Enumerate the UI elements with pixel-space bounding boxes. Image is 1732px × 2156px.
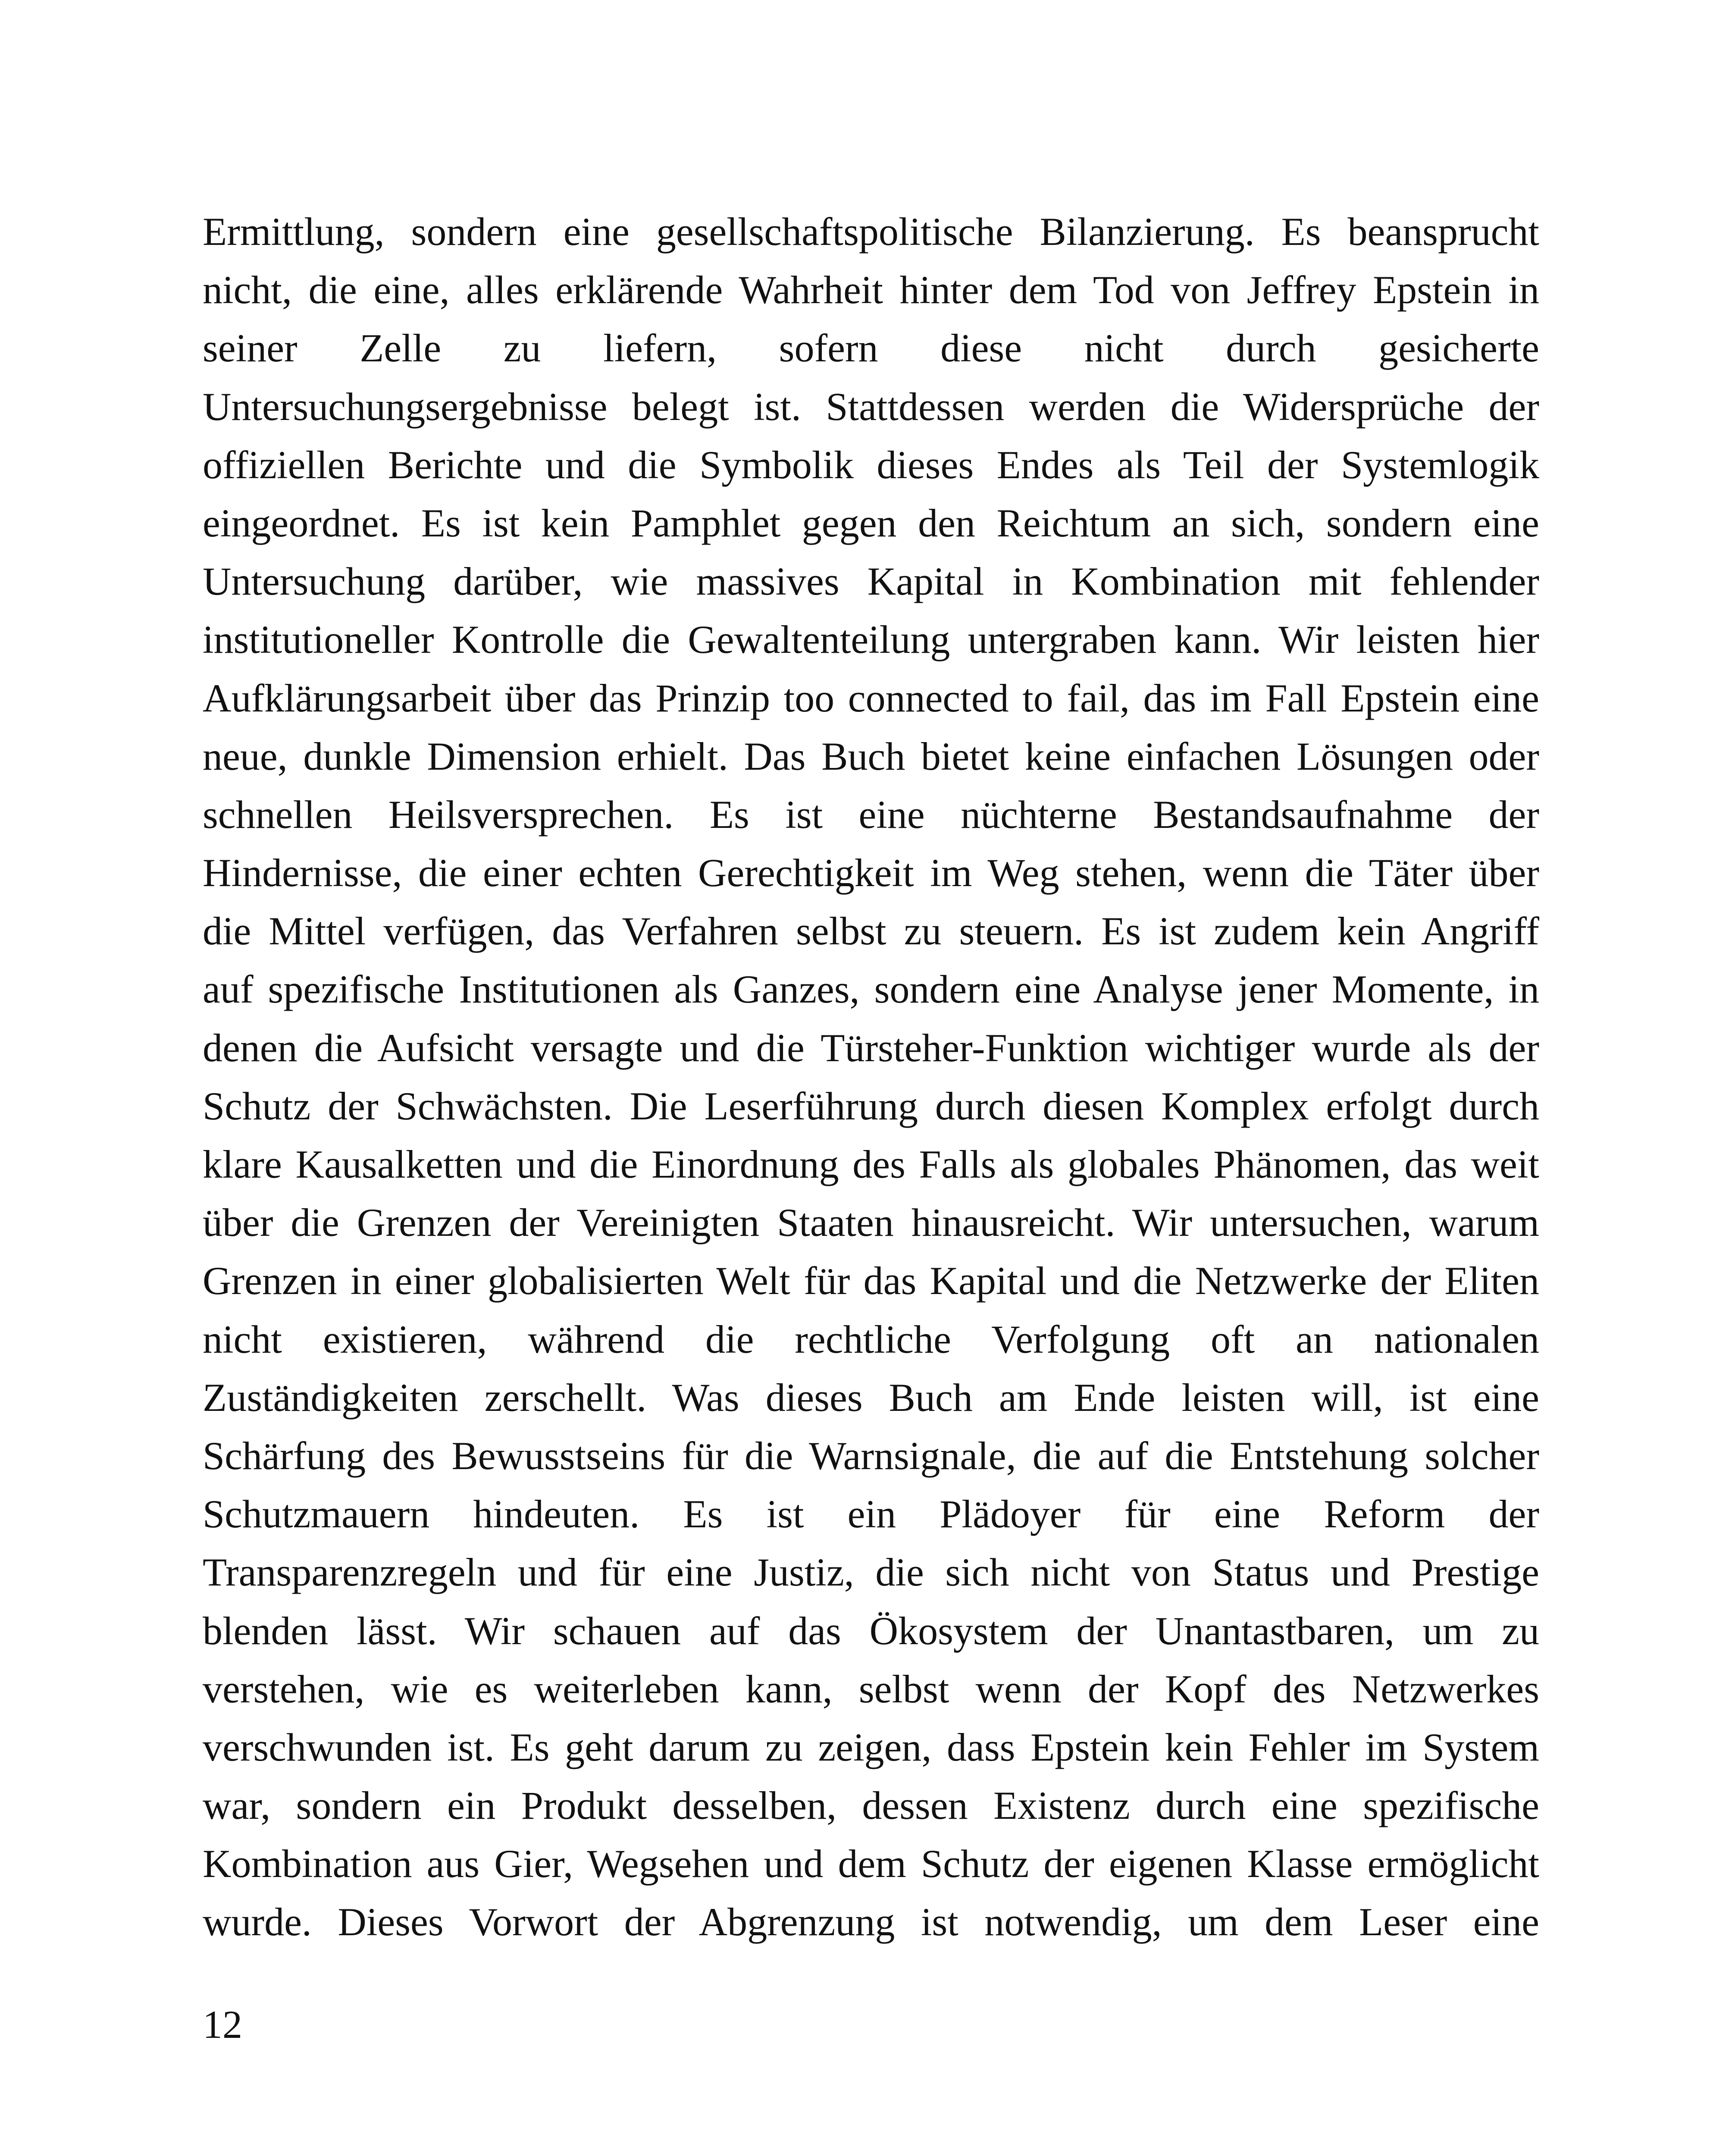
- text-line: nicht existieren, während die rechtliche Verfolgung oft an nationalen: [203, 1317, 1539, 1361]
- text-line: Schutzmauern hindeuten. Es ist ein Plädoyer für eine Reform der: [203, 1492, 1539, 1536]
- text-line: Zuständigkeiten zerschellt. Was dieses Buch am Ende leisten will, ist eine: [203, 1375, 1539, 1420]
- text-line: seiner Zelle zu liefern, sofern diese nicht durch gesicherte: [203, 326, 1539, 370]
- text-line: die Mittel verfügen, das Verfahren selbst zu steuern. Es ist zudem kein Angriff: [203, 909, 1539, 953]
- page-number: 12: [203, 2002, 242, 2046]
- text-line: Schärfung des Bewusstseins für die Warnsignale, die auf die Entstehung solcher: [203, 1433, 1539, 1478]
- text-line: denen die Aufsicht versagte und die Türsteher-Funktion wichtiger wurde als der: [203, 1025, 1539, 1070]
- text-line: blenden lässt. Wir schauen auf das Ökosystem der Unantastbaren, um zu: [203, 1608, 1539, 1653]
- text-line: war, sondern ein Produkt desselben, dessen Existenz durch eine spezifische: [203, 1783, 1539, 1828]
- text-line: Untersuchungsergebnisse belegt ist. Stattdessen werden die Widersprüche der: [203, 384, 1539, 429]
- text-line: offiziellen Berichte und die Symbolik dieses Endes als Teil der Systemlogik: [203, 442, 1539, 487]
- text-line: institutioneller Kontrolle die Gewaltenteilung untergraben kann. Wir leisten hier: [203, 617, 1539, 662]
- text-line: Hindernisse, die einer echten Gerechtigkeit im Weg stehen, wenn die Täter über: [203, 851, 1539, 895]
- text-line: Schutz der Schwächsten. Die Leserführung durch diesen Komplex erfolgt durch: [203, 1084, 1539, 1128]
- text-line: klare Kausalketten und die Einordnung des Falls als globales Phänomen, das weit: [203, 1142, 1539, 1186]
- body-paragraph: [203, 203, 1539, 1952]
- text-line: verschwunden ist. Es geht darum zu zeigen, dass Epstein kein Fehler im System: [203, 1725, 1539, 1769]
- text-line: nicht, die eine, alles erklärende Wahrheit hinter dem Tod von Jeffrey Epstein in: [203, 268, 1539, 312]
- text-line: eingeordnet. Es ist kein Pamphlet gegen den Reichtum an sich, sondern eine: [203, 501, 1539, 545]
- text-line: Kombination aus Gier, Wegsehen und dem Schutz der eigenen Klasse ermöglicht: [203, 1842, 1539, 1886]
- text-line: schnellen Heilsversprechen. Es ist eine nüchterne Bestandsaufnahme der: [203, 792, 1539, 837]
- text-line: Grenzen in einer globalisierten Welt für das Kapital und die Netzwerke der Eliten: [203, 1259, 1539, 1303]
- text-line: auf spezifische Institutionen als Ganzes, sondern eine Analyse jener Momente, in: [203, 967, 1539, 1012]
- text-line: wurde. Dieses Vorwort der Abgrenzung ist notwendig, um dem Leser eine: [203, 1900, 1539, 1944]
- text-line: neue, dunkle Dimension erhielt. Das Buch bietet keine einfachen Lösungen oder: [203, 734, 1539, 778]
- text-line: Aufklärungsarbeit über das Prinzip too connected to fail, das im Fall Epstein eine: [203, 676, 1539, 720]
- text-line: Transparenzregeln und für eine Justiz, die sich nicht von Status und Prestige: [203, 1550, 1539, 1595]
- text-line: verstehen, wie es weiterleben kann, selbst wenn der Kopf des Netzwerkes: [203, 1667, 1539, 1711]
- text-line: Ermittlung, sondern eine gesellschaftspolitische Bilanzierung. Es beansprucht: [203, 210, 1539, 254]
- text-line: Untersuchung darüber, wie massives Kapital in Kombination mit fehlender: [203, 559, 1539, 604]
- text-line: über die Grenzen der Vereinigten Staaten hinausreicht. Wir untersuchen, warum: [203, 1200, 1539, 1245]
